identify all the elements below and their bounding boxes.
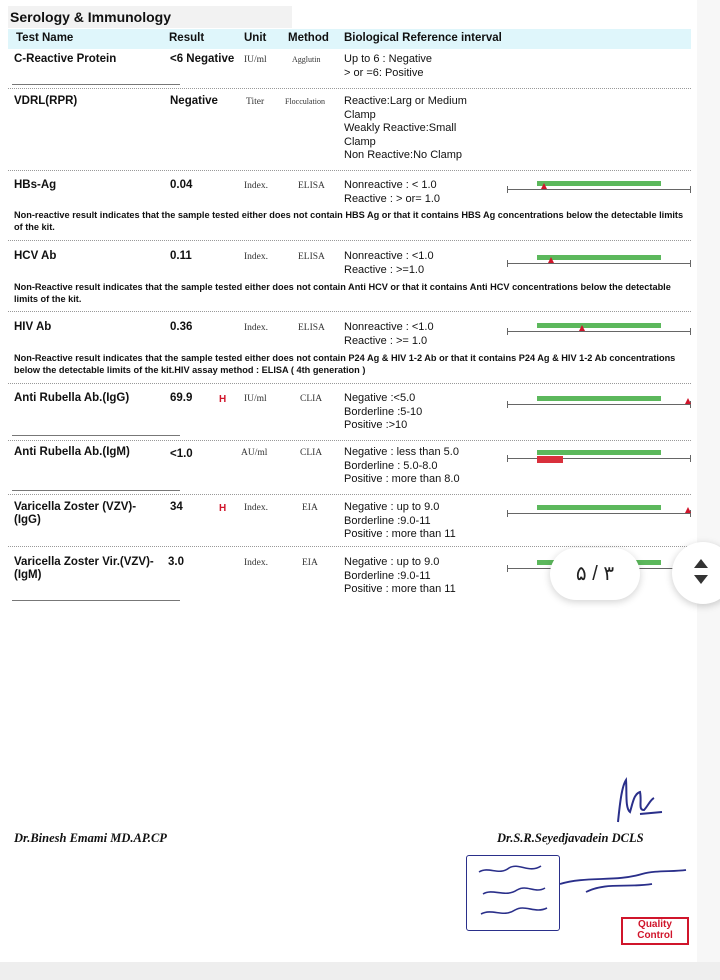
test-unit: IU/ml <box>244 394 267 404</box>
range-tick-right <box>690 455 691 462</box>
quality-control-badge <box>621 917 689 945</box>
row-divider <box>8 311 691 312</box>
reference-interval <box>344 321 434 348</box>
test-method: ELISA <box>298 252 325 262</box>
test-name: Anti Rubella Ab.(IgM) <box>14 446 130 458</box>
test-unit: IU/ml <box>244 55 267 65</box>
scroll-up-icon <box>694 559 708 568</box>
test-result: <6 Negative <box>170 53 235 65</box>
test-unit: Index. <box>244 503 269 513</box>
test-method: EIA <box>302 503 318 513</box>
test-unit: Index. <box>244 558 269 568</box>
result-marker <box>685 507 691 513</box>
section-title: Serology & Immunology <box>8 6 292 28</box>
reference-line: Borderline :9.0-11 <box>344 569 431 582</box>
test-name-line: Varicella Zoster (VZV)- <box>14 501 137 513</box>
test-result: 3.0 <box>168 556 184 568</box>
test-method: EIA <box>302 558 318 568</box>
test-name-line: Varicella Zoster Vir.(VZV)- <box>14 556 154 568</box>
col-test-name: Test Name <box>16 32 74 44</box>
doctor-right-name: Dr.S.R.Seyedjavadein DCLS <box>497 831 644 845</box>
reference-line: Reactive : >= 1.0 <box>344 334 428 347</box>
test-name: Anti Rubella Ab.(IgG) <box>14 392 130 404</box>
test-method: ELISA <box>298 323 325 333</box>
reference-line: Reactive : > or= 1.0 <box>344 192 440 205</box>
normal-range-bar <box>537 396 661 401</box>
test-result: 0.36 <box>170 321 193 333</box>
result-marker <box>685 398 691 404</box>
lab-stamp <box>466 855 560 931</box>
reference-interval <box>344 179 440 206</box>
reference-line: Negative : up to 9.0 <box>344 501 440 513</box>
reference-line: Negative : less than 5.0 <box>344 446 459 458</box>
signature-right <box>600 772 668 832</box>
result-marker <box>579 325 585 331</box>
high-flag: H <box>219 394 227 405</box>
reference-line: Negative : up to 9.0 <box>344 556 440 568</box>
col-reference: Biological Reference interval <box>344 32 502 44</box>
range-axis <box>507 331 691 332</box>
reference-interval <box>344 446 460 487</box>
reference-line: Borderline :9.0-11 <box>344 514 431 527</box>
reference-line: Up to 6 : Negative <box>344 53 433 65</box>
test-unit: Index. <box>244 252 269 262</box>
range-axis <box>507 263 691 264</box>
reference-line: Nonreactive : < 1.0 <box>344 179 437 191</box>
reference-line: Nonreactive : <1.0 <box>344 250 434 262</box>
row-divider <box>8 494 691 495</box>
name-underline <box>12 435 180 436</box>
stamp-handwriting <box>469 858 555 926</box>
reference-interval <box>344 392 422 433</box>
row-divider <box>8 170 691 171</box>
col-result: Result <box>169 32 205 44</box>
reference-line: Positive : more than 11 <box>344 528 456 540</box>
range-tick-right <box>690 328 691 335</box>
reference-line: Clamp <box>344 135 376 148</box>
range-tick-left <box>507 260 508 267</box>
test-result: 69.9 <box>170 392 193 404</box>
reference-interval <box>344 53 432 80</box>
range-axis <box>507 404 691 405</box>
normal-range-bar <box>537 255 661 260</box>
test-name: HIV Ab <box>14 321 52 333</box>
row-divider <box>8 88 691 89</box>
reference-line: Borderline : 5.0-8.0 <box>344 459 438 472</box>
range-tick-right <box>690 260 691 267</box>
range-tick-left <box>507 510 508 517</box>
result-marker <box>548 257 554 263</box>
reference-interval <box>344 95 467 163</box>
result-note: Non-Reactive result indicates that the sample tested either does not contain Anti HCV or that it contains Anti HCV concentrations below the detectable limits of the kit. <box>14 282 671 304</box>
range-axis <box>507 189 691 190</box>
viewer-gutter <box>697 0 720 962</box>
reference-line: Positive : more than 11 <box>344 583 456 595</box>
test-unit: Titer <box>246 97 265 107</box>
name-underline <box>12 84 180 85</box>
stamp-signature <box>556 862 690 898</box>
test-unit: AU/ml <box>241 448 268 458</box>
normal-range-bar <box>537 505 661 510</box>
doctor-left-name: Dr.Binesh Emami MD.AP.CP <box>14 831 167 845</box>
test-method: CLIA <box>300 394 323 404</box>
result-note: Non-reactive result indicates that the sample tested either does not contain HBS Ag or that it contains HBS Ag concentrations below the detectable limits of the kit. <box>14 210 684 232</box>
test-result: 0.04 <box>170 179 193 191</box>
test-method: CLIA <box>300 448 323 458</box>
table-header <box>8 29 691 49</box>
range-tick-left <box>507 565 508 572</box>
reference-interval <box>344 501 456 542</box>
quality-control-line: Control <box>637 930 673 941</box>
test-result: <1.0 <box>170 448 193 460</box>
quality-control-line: Quality <box>638 919 672 930</box>
reference-interval <box>344 556 456 597</box>
test-result: 0.11 <box>170 250 192 262</box>
result-note: Non-Reactive result indicates that the sample tested either does not contain P24 Ag & HIV 1-2 Ab or that it contains P24 Ag & HIV 1-2 Ab concentrations below the detectable limits of the kit.HIV assay method : ELISA ( 4th generation ) <box>14 353 676 375</box>
reference-line: Reactive : >=1.0 <box>344 263 425 276</box>
name-underline <box>12 490 180 491</box>
range-axis <box>507 513 691 514</box>
reference-line: Borderline :5-10 <box>344 405 423 418</box>
test-result: Negative <box>170 95 218 107</box>
row-divider <box>8 383 691 384</box>
reference-line: Reactive:Larg or Medium <box>344 95 467 107</box>
name-underline <box>12 600 180 601</box>
reference-line: Nonreactive : <1.0 <box>344 321 434 333</box>
range-tick-left <box>507 455 508 462</box>
test-name <box>14 501 136 526</box>
range-tick-left <box>507 328 508 335</box>
test-name: C-Reactive Protein <box>14 53 117 65</box>
reference-line: Weakly Reactive:Small <box>344 122 457 134</box>
range-tick-left <box>507 401 508 408</box>
reference-line: Clamp <box>344 108 376 121</box>
test-unit: Index. <box>244 323 269 333</box>
row-divider <box>8 240 691 241</box>
range-tick-right <box>690 186 691 193</box>
col-unit: Unit <box>244 32 267 44</box>
reference-line: Non Reactive:No Clamp <box>344 149 462 161</box>
range-axis <box>507 458 691 459</box>
normal-range-bar <box>537 323 661 328</box>
range-tick-left <box>507 186 508 193</box>
page-indicator: ۵ / ۳ <box>550 548 640 600</box>
col-method: Method <box>288 32 329 44</box>
test-method: Agglutin <box>292 55 321 64</box>
test-name: VDRL(RPR) <box>14 95 78 107</box>
test-result: 34 <box>170 501 183 513</box>
test-method: Flocculation <box>285 97 325 106</box>
viewer-bottom-strip <box>0 962 720 980</box>
scroll-down-icon <box>694 575 708 584</box>
test-method: ELISA <box>298 181 325 191</box>
reference-line: Negative :<5.0 <box>344 392 416 404</box>
test-name: HCV Ab <box>14 250 57 262</box>
result-marker <box>541 183 547 189</box>
test-name <box>14 556 154 581</box>
reference-line: Positive : more than 8.0 <box>344 473 460 485</box>
test-name-line: (IgG) <box>14 514 41 526</box>
high-flag: H <box>219 503 227 514</box>
test-name: HBs-Ag <box>14 179 57 191</box>
reference-interval <box>344 250 434 277</box>
result-fill <box>537 456 563 463</box>
normal-range-bar <box>537 450 661 455</box>
row-divider <box>8 440 691 441</box>
normal-range-bar <box>537 181 661 186</box>
reference-line: Positive :>10 <box>344 419 408 431</box>
test-name-line: (IgM) <box>14 569 42 581</box>
row-divider <box>8 546 691 547</box>
test-unit: Index. <box>244 181 269 191</box>
reference-line: > or =6: Positive <box>344 66 424 79</box>
